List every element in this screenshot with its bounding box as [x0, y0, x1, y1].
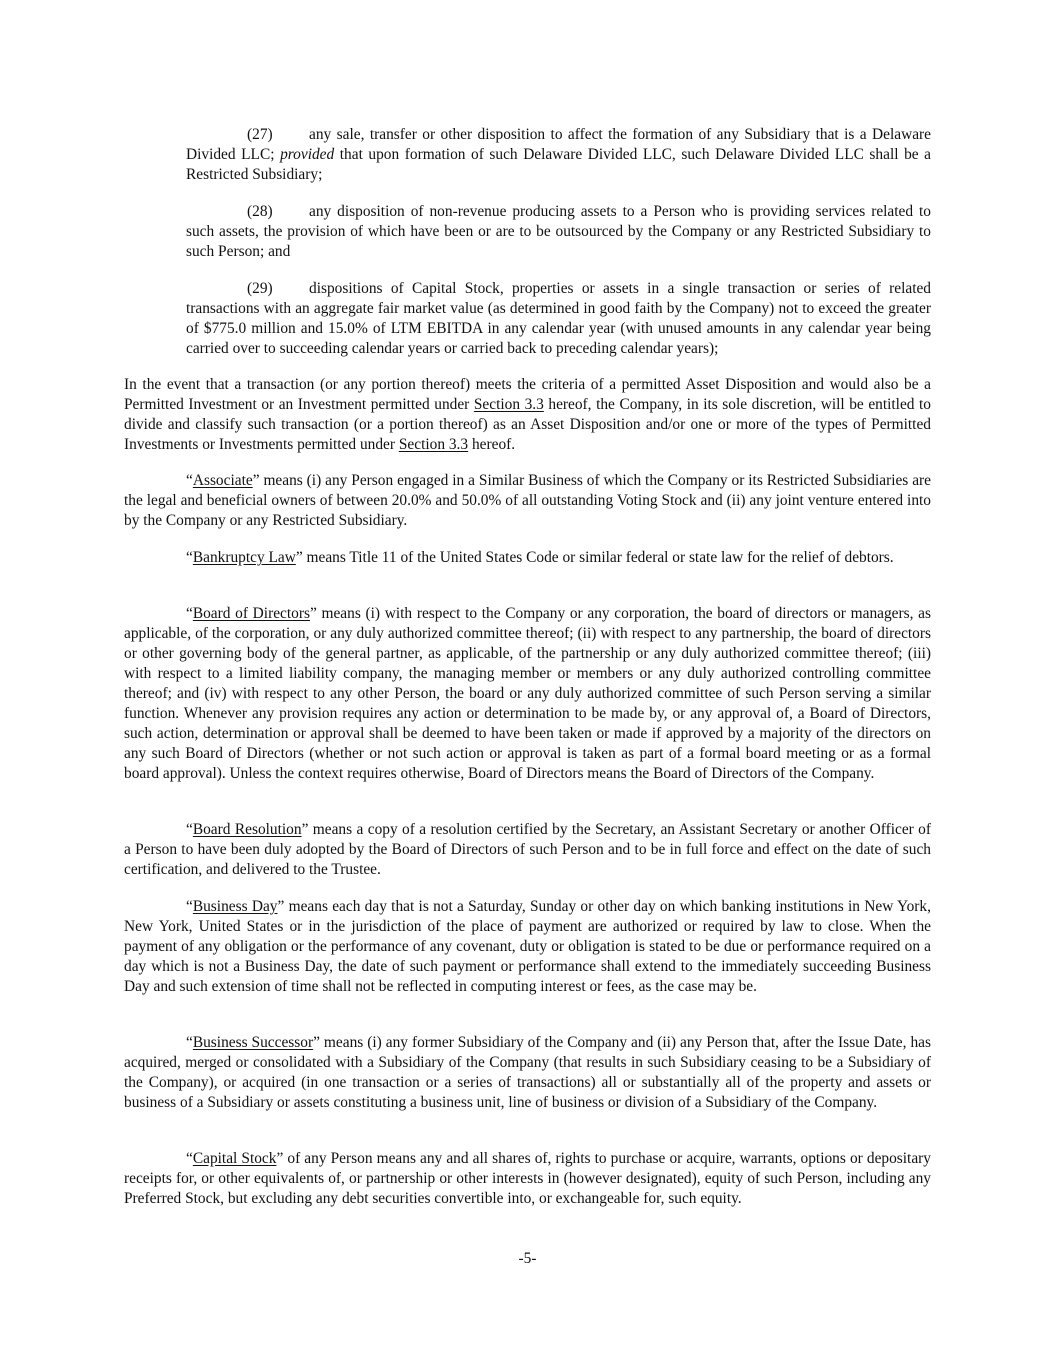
clause-text: any sale, transfer or other disposition to affect the formation of any Subsidiary that is a Delaware Divided LLC;	[186, 126, 931, 163]
definition-board-of-directors: “Board of Directors” means (i) with respect to the Company or any corporation, the board of directors or managers, as applicable, of the corporation, or any duly authorized committee thereof; (ii) with respect to any partnership, the board of directors or other governing body of the general partner, as applicable, of the partnership or any duly authorized committee thereof; (iii) with respect to a limited liability company, the managing member or members or any duly authorized controlling committee thereof; and (iv) with respect to any other Person, the board or any duly authorized committee of such Person serving a similar function. Whenever any provision requires any action or determination to be made by, or any approval of, a Board of Directors, such action, determination or approval shall be deemed to have been taken or made if approved by a majority of the directors on any such Board of Directors (whether or not such action or approval is taken as part of a formal board meeting or as a formal board approval). Unless the context requires otherwise, Board of Directors means the Board of Directors of the Company.	[124, 605, 931, 782]
defined-term: Board of Directors	[192, 605, 310, 622]
clause-text: that upon formation of such Delaware Divided LLC, such Delaware Divided LLC shall be a Restricted Subsidiary;	[186, 146, 931, 183]
clause-29	[186, 279, 931, 359]
clause-text: dispositions of Capital Stock, properties or assets in a single transaction or series of related transactions with an aggregate fair market value (as determined in good faith by the Company) not to exceed the greater of $775.0 million and 15.0% of LTM EBITDA in any calendar year (with unused amounts in any calendar year being carried over to succeeding calendar years or carried back to preceding calendar years);	[186, 280, 931, 357]
definition-business-successor: “Business Successor” means (i) any former Subsidiary of the Company and (ii) any Person that, after the Issue Date, has acquired, merged or consolidated with a Subsidiary of the Company (that results in such Subsidiary ceasing to be a Subsidiary of the Company), or acquired (in one transaction or a series of transactions) all or substantially all of the property and assets or business of a Subsidiary or assets constituting a business unit, line of business or division of a Subsidiary of the Company.	[124, 1034, 931, 1111]
clause-28	[186, 202, 931, 262]
defined-term: Board Resolution	[192, 821, 302, 838]
defined-term: Business Day	[192, 898, 278, 915]
definition-associate: “Associate” means (i) any Person engaged in a Similar Business of which the Company or its Restricted Subsidiaries are the legal and beneficial owners of between 20.0% and 50.0% of all outstanding Voting Stock and (ii) any joint venture entered into by the Company or any Restricted Subsidiary.	[124, 472, 931, 529]
definition-text: means (i) with respect to the Company or any corporation, the board of directors or managers, as applicable, of the corporation, or any duly authorized committee thereof; (ii) with respect to any partnership, the board of directors or other governing body of the general partner, as applicable, of the partnership or any duly authorized committee thereof; (iii) with respect to a limited liability company, the managing member or members or any duly authorized controlling committee thereof; and (iv) with respect to any other Person, the board or any duly authorized committee of such Person serving a similar function. Whenever any provision requires any action or determination to be made by, or any approval of, a Board of Directors, such action, determination or approval shall be deemed to have been taken or made if approved by a majority of the directors on any such Board of Directors (whether or not such action or approval is taken as part of a formal board meeting or as a formal board approval). Unless the context requires otherwise, Board of Directors means the Board of Directors of the Company.	[124, 605, 931, 782]
clause-number: (27)	[247, 126, 273, 143]
definition-text: means a copy of a resolution certified by the Secretary, an Assistant Secretary or another Officer of a Person to have been duly adopted by the Board of Directors of such Person and to be in full force and effect on the date of such certification, and delivered to the Trustee.	[124, 821, 932, 878]
defined-term: Associate	[192, 472, 253, 489]
clause-number: (29)	[247, 280, 273, 297]
clause-27	[186, 125, 931, 185]
definition-text: of any Person means any and all shares of, rights to purchase or acquire, warrants, options or depositary receipts for, or other equivalents of, or partnership or other interests in (however designated), equity of such Person, including any Preferred Stock, but excluding any debt securities convertible into, or exchangeable for, such equity.	[124, 1150, 931, 1207]
clause-emphasis: provided	[280, 146, 335, 163]
defined-term: Capital Stock	[192, 1150, 277, 1167]
page-number: -5-	[518, 1250, 537, 1267]
section-reference: Section 3.3	[398, 436, 469, 453]
defined-term: Business Successor	[192, 1034, 314, 1051]
closing-text: In the event that a transaction (or any portion thereof) meets the criteria of a permitted Asset Disposition and would also be a Permitted Investment or an Investment permitted under	[124, 376, 931, 413]
definition-business-day: “Business Day” means each day that is not a Saturday, Sunday or other day on which banking institutions in New York, New York, United States or in the jurisdiction of the place of payment are authorized or required by law to close. When the payment of any obligation or the performance of any covenant, duty or obligation is stated to be due or performance required on a day which is not a Business Day, the date of such payment or performance shall extend to the immediately succeeding Business Day and such extension of time shall not be reflected in computing interest or fees, as the case may be.	[124, 898, 931, 995]
definition-board-resolution: “Board Resolution” means a copy of a resolution certified by the Secretary, an Assistant Secretary or another Officer of a Person to have been duly adopted by the Board of Directors of such Person and to be in full force and effect on the date of such certification, and delivered to the Trustee.	[124, 821, 932, 878]
section-reference: Section 3.3	[473, 396, 544, 413]
definition-text: means (i) any former Subsidiary of the Company and (ii) any Person that, after the Issue Date, has acquired, merged or consolidated with a Subsidiary of the Company (that results in such Subsidiary ceasing to be a Subsidiary of the Company), or acquired (in one transaction or a series of transactions) all or substantially all of the property and assets or business of a Subsidiary or assets constituting a business unit, line of business or division of a Subsidiary of the Company.	[124, 1034, 931, 1111]
closing-paragraph	[124, 375, 931, 455]
closing-text: hereof, the Company, in its sole discretion, will be entitled to divide and classify such transaction (or a portion thereof) as an Asset Disposition and/or one or more of the types of Permitted Investments or Investments permitted under	[124, 396, 931, 453]
defined-term: Bankruptcy Law	[192, 549, 296, 566]
definition-text: means each day that is not a Saturday, Sunday or other day on which banking institutions in New York, New York, United States or in the jurisdiction of the place of payment are authorized or required by law to close. When the payment of any obligation or the performance of any covenant, duty or obligation is stated to be due or performance required on a day which is not a Business Day, the date of such payment or performance shall extend to the immediately succeeding Business Day and such extension of time shall not be reflected in computing interest or fees, as the case may be.	[124, 898, 931, 995]
closing-text: hereof.	[468, 436, 516, 453]
definition-bankruptcy-law: “Bankruptcy Law” means Title 11 of the United States Code or similar federal or state law for the relief of debtors.	[186, 549, 894, 566]
definition-capital-stock: “Capital Stock” of any Person means any and all shares of, rights to purchase or acquire, warrants, options or depositary receipts for, or other equivalents of, or partnership or other interests in (however designated), equity of such Person, including any Preferred Stock, but excluding any debt securities convertible into, or exchangeable for, such equity.	[124, 1150, 931, 1207]
clause-text: any disposition of non-revenue producing assets to a Person who is providing services related to such assets, the provision of which have been or are to be outsourced by the Company or any Restricted Subsidiary to such Person; and	[186, 203, 931, 260]
clause-number: (28)	[247, 203, 273, 220]
definition-text: means (i) any Person engaged in a Similar Business of which the Company or its Restricted Subsidiaries are the legal and beneficial owners of between 20.0% and 50.0% of all outstanding Voting Stock and (ii) any joint venture entered into by the Company or any Restricted Subsidiary.	[124, 472, 931, 529]
definition-text: means Title 11 of the United States Code or similar federal or state law for the relief of debtors.	[302, 549, 894, 566]
